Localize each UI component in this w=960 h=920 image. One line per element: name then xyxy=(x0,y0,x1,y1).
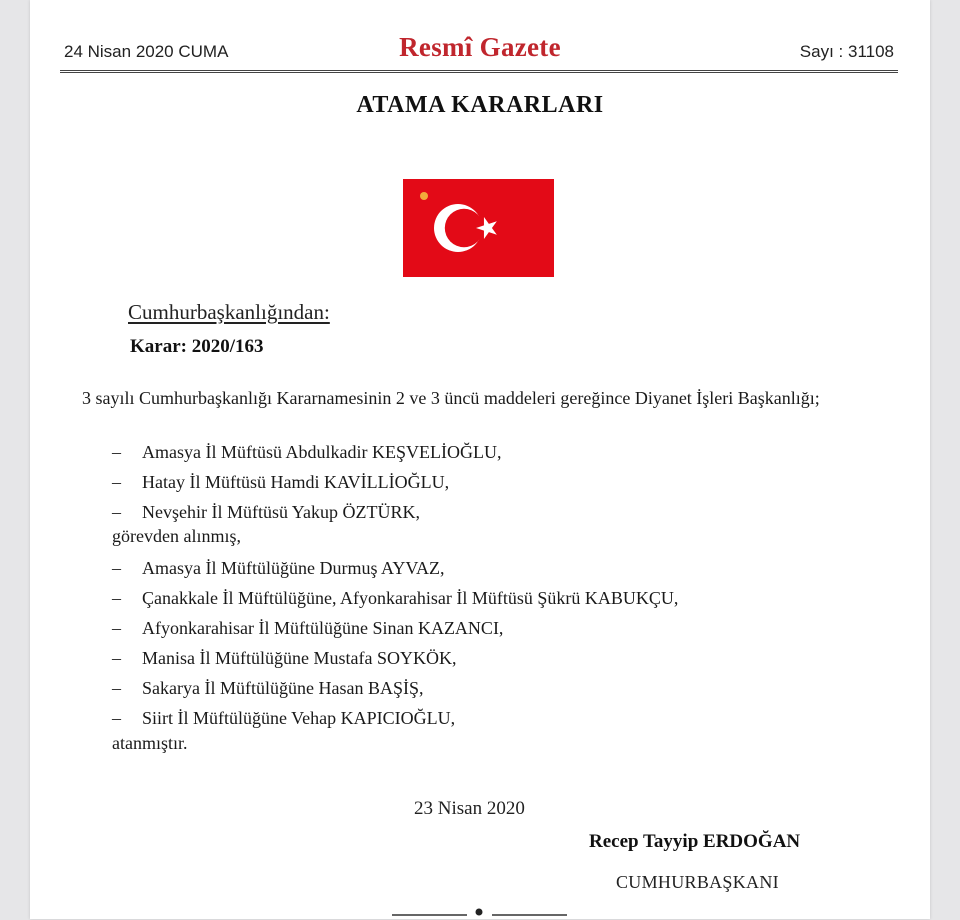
header-date: 24 Nisan 2020 CUMA xyxy=(64,42,229,61)
list-item-text: Nevşehir İl Müftüsü Yakup ÖZTÜRK, xyxy=(142,502,420,522)
signer-title: CUMHURBAŞKANI xyxy=(616,872,779,892)
dash-marker: – xyxy=(112,588,121,608)
list-item xyxy=(112,467,501,497)
list-item xyxy=(112,437,501,467)
gazette-page xyxy=(30,0,930,919)
list-item xyxy=(112,673,678,703)
list-item-text: Sakarya İl Müftülüğüne Hasan BAŞİŞ, xyxy=(142,678,424,698)
decision-date: 23 Nisan 2020 xyxy=(414,798,525,819)
list-item xyxy=(112,643,678,673)
dash-marker: – xyxy=(112,442,121,462)
list-item xyxy=(112,497,501,527)
dash-marker: – xyxy=(112,558,121,578)
intro-paragraph: 3 sayılı Cumhurbaşkanlığı Kararnamesinin 2 ve 3 üncü maddeleri gereğince Diyanet İşleri Başkanlığı; xyxy=(82,388,820,408)
issuing-authority: Cumhurbaşkanlığından: xyxy=(128,300,330,324)
dash-marker: – xyxy=(112,678,121,698)
dash-marker: – xyxy=(112,648,121,668)
dash-marker: – xyxy=(112,502,121,522)
dismissed-label: görevden alınmış, xyxy=(112,526,241,546)
list-item xyxy=(112,553,678,583)
dash-marker: – xyxy=(112,472,121,492)
appointed-label: atanmıştır. xyxy=(112,733,188,753)
list-item xyxy=(112,703,678,733)
divider-ornament-icon xyxy=(392,906,567,920)
list-item-text: Hatay İl Müftüsü Hamdi KAVİLLİOĞLU, xyxy=(142,472,450,492)
decision-number: Karar: 2020/163 xyxy=(130,336,264,357)
gazette-title: Resmî Gazete xyxy=(399,32,561,62)
signer-name: Recep Tayyip ERDOĞAN xyxy=(589,831,801,852)
list-item-text: Manisa İl Müftülüğüne Mustafa SOYKÖK, xyxy=(142,648,457,668)
appointed-list xyxy=(112,553,678,733)
list-item xyxy=(112,583,678,613)
list-item xyxy=(112,613,678,643)
list-item-text: Amasya İl Müftüsü Abdulkadir KEŞVELİOĞLU, xyxy=(142,442,502,462)
list-item-text: Amasya İl Müftülüğüne Durmuş AYVAZ, xyxy=(142,558,445,578)
dash-marker: – xyxy=(112,708,121,728)
dash-marker: – xyxy=(112,618,121,638)
header-rule xyxy=(60,70,898,73)
dismissed-list xyxy=(112,437,501,527)
issue-number: Sayı : 31108 xyxy=(799,42,894,61)
turkish-flag-icon xyxy=(403,179,554,277)
document-title: ATAMA KARARLARI xyxy=(356,92,604,118)
list-item-text: Siirt İl Müftülüğüne Vehap KAPICIOĞLU, xyxy=(142,708,456,728)
list-item-text: Çanakkale İl Müftülüğüne, Afyonkarahisar İl Müftüsü Şükrü KABUKÇU, xyxy=(142,588,679,608)
list-item-text: Afyonkarahisar İl Müftülüğüne Sinan KAZANCI, xyxy=(142,618,504,638)
